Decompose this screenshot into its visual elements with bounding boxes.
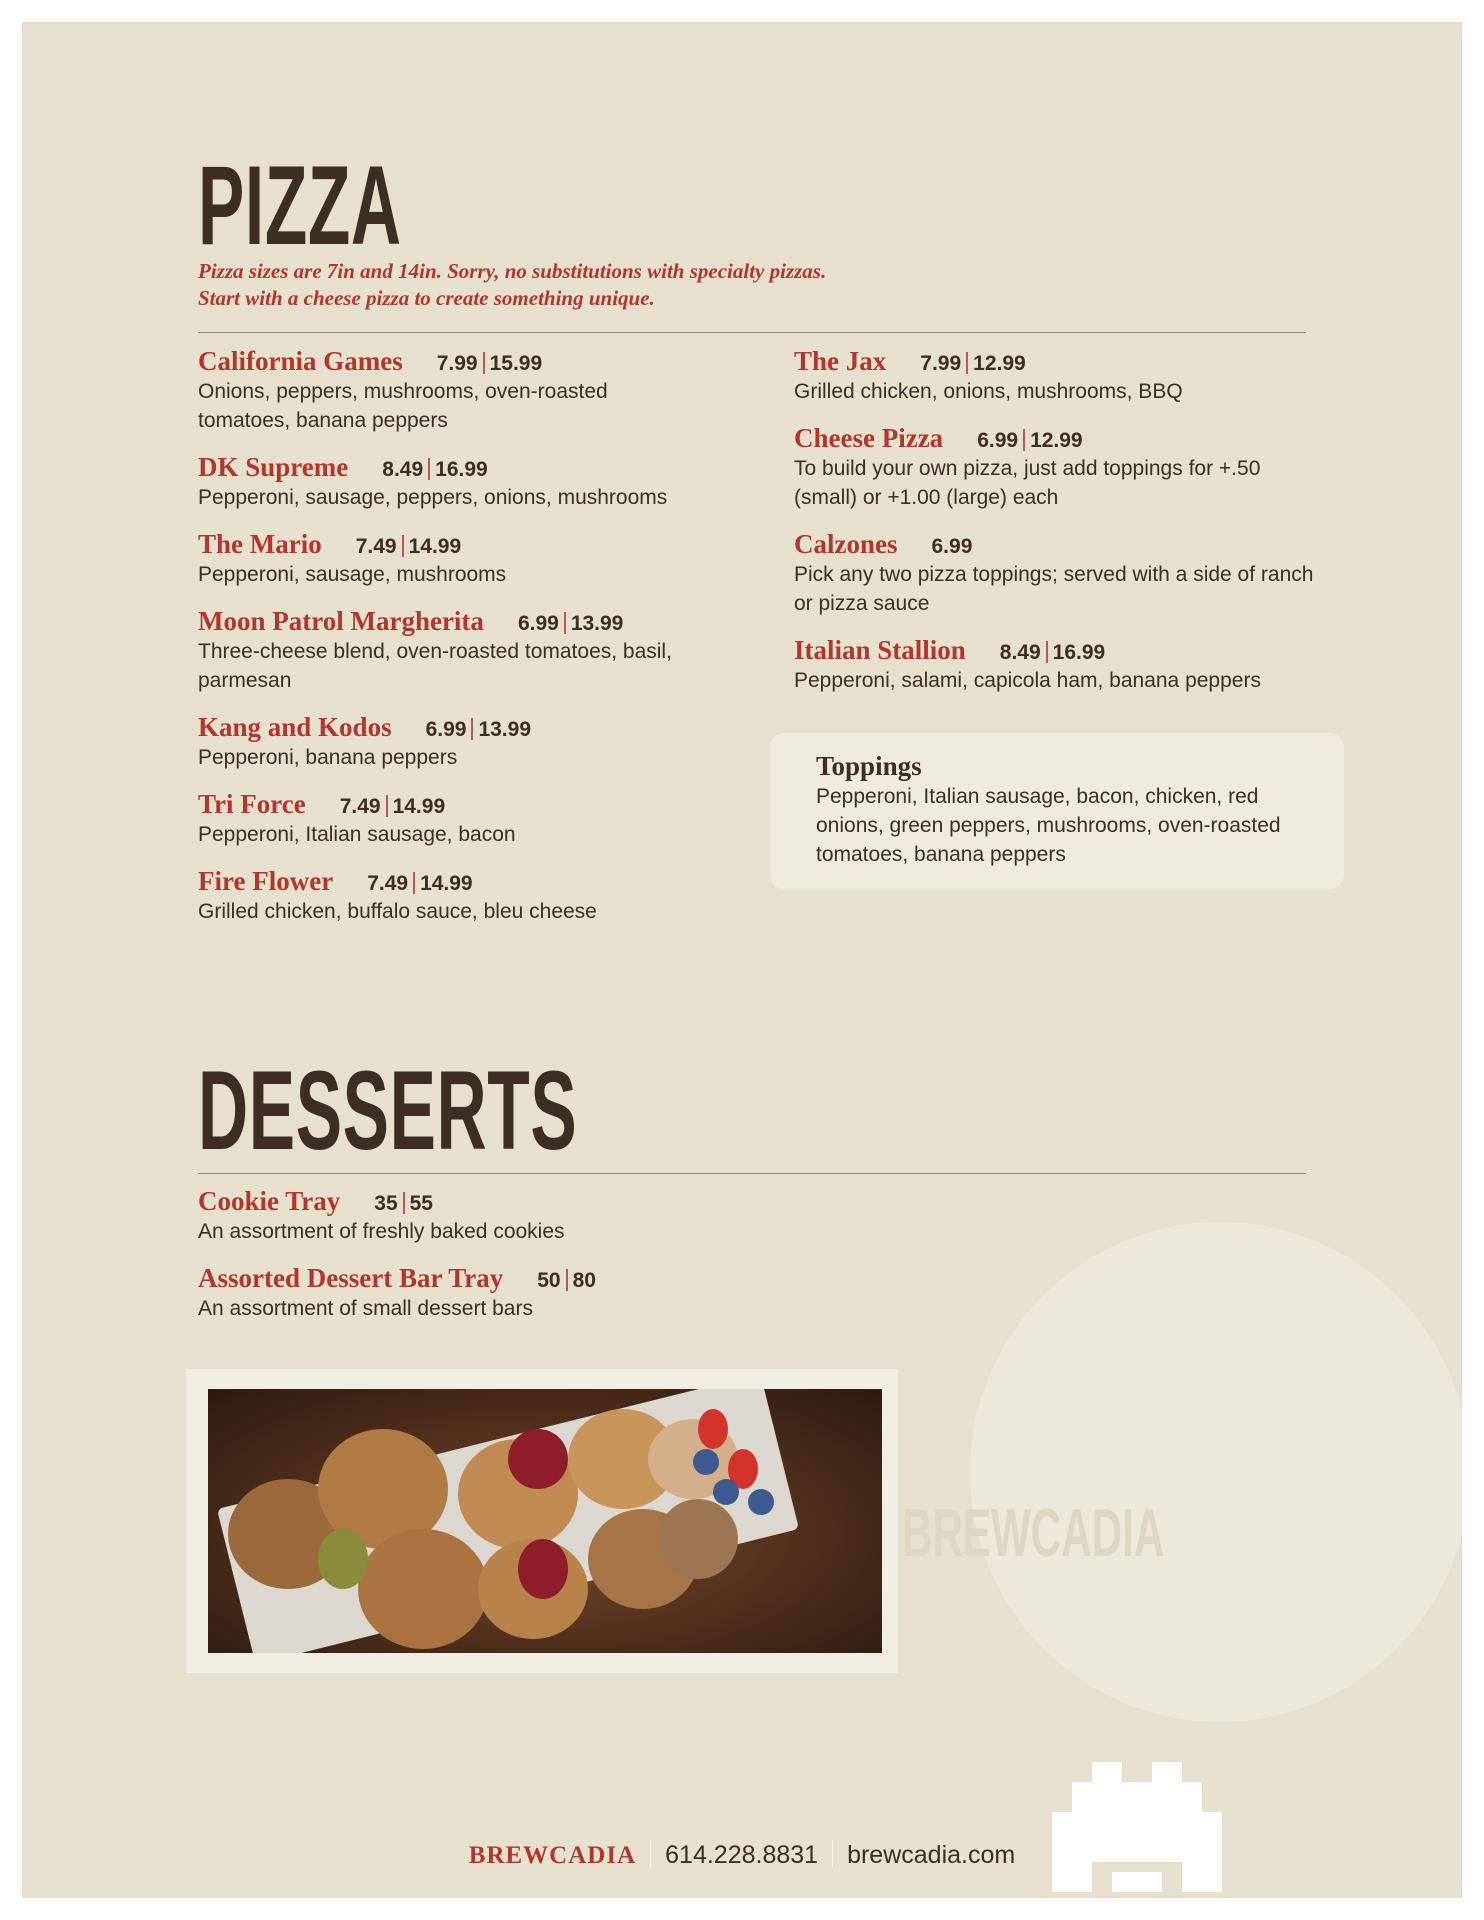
item-prices xyxy=(1000,641,1105,665)
item-prices xyxy=(537,1269,596,1293)
item-name: Tri Force xyxy=(198,789,306,819)
pizza-right-column xyxy=(794,346,1334,712)
item-description: Pepperoni, sausage, mushrooms xyxy=(198,563,507,586)
menu-item xyxy=(198,866,758,926)
item-description: Pick any two pizza toppings; served with a side of ranch or pizza sauce xyxy=(794,563,1314,615)
price-divider xyxy=(402,535,404,557)
pizza-divider xyxy=(198,332,1306,333)
menu-item xyxy=(198,452,758,512)
menu-item xyxy=(198,789,758,849)
item-description: Onions, peppers, mushrooms, oven-roasted tomatoes, banana peppers xyxy=(198,380,608,432)
item-prices xyxy=(920,352,1025,376)
price-large: 12.99 xyxy=(1030,429,1083,452)
price-small: 6.99 xyxy=(931,535,973,558)
price-small: 7.99 xyxy=(436,352,478,375)
item-name: Fire Flower xyxy=(198,866,334,896)
item-prices xyxy=(356,535,461,559)
menu-item xyxy=(198,606,758,695)
price-divider xyxy=(1046,641,1048,663)
menu-item xyxy=(198,1263,758,1323)
item-prices xyxy=(382,458,487,482)
blueberry xyxy=(748,1489,774,1515)
price-large: 14.99 xyxy=(408,535,462,558)
price-divider xyxy=(386,795,388,817)
price-divider xyxy=(403,1192,405,1214)
item-name: Assorted Dessert Bar Tray xyxy=(198,1263,504,1293)
price-divider xyxy=(566,1269,568,1291)
price-divider xyxy=(1023,429,1025,451)
item-name: Calzones xyxy=(794,529,898,559)
toppings-description: Pepperoni, Italian sausage, bacon, chicken, red onions, green peppers, mushrooms, oven-roasted tomatoes, banana peppers xyxy=(816,785,1281,866)
brewcadia-watermark-circle xyxy=(970,1222,1462,1722)
item-description: Pepperoni, Italian sausage, bacon xyxy=(198,823,516,846)
blueberry xyxy=(693,1449,719,1475)
price-divider xyxy=(413,872,415,894)
menu-item xyxy=(198,1186,758,1246)
item-description: Three-cheese blend, oven-roasted tomatoes, basil, parmesan xyxy=(198,640,672,692)
item-description: Pepperoni, salami, capicola ham, banana peppers xyxy=(794,669,1261,692)
toppings-panel xyxy=(770,733,1344,889)
price-large: 55 xyxy=(409,1192,433,1215)
pizza-note-line-1: Pizza sizes are 7in and 14in. Sorry, no substitutions with specialty pizzas. xyxy=(198,259,827,283)
price-small: 7.49 xyxy=(367,872,409,895)
price-small: 50 xyxy=(537,1269,561,1292)
price-small: 6.99 xyxy=(517,612,559,635)
item-description: An assortment of freshly baked cookies xyxy=(198,1220,565,1243)
menu-item xyxy=(198,346,758,435)
desserts-divider xyxy=(198,1173,1306,1174)
brewcadia-watermark-text: BREWCADIA xyxy=(902,1495,1165,1571)
price-small: 7.49 xyxy=(355,535,397,558)
item-name: The Jax xyxy=(794,346,887,376)
item-prices xyxy=(932,535,973,559)
cookie xyxy=(358,1529,488,1649)
item-prices xyxy=(374,1192,433,1216)
price-large: 15.99 xyxy=(489,352,543,375)
price-large: 13.99 xyxy=(478,718,532,741)
footer-phone: 614.228.8831 xyxy=(665,1841,819,1869)
price-divider xyxy=(966,352,968,374)
price-small: 35 xyxy=(374,1192,398,1215)
price-large: 16.99 xyxy=(1052,641,1106,664)
menu-page xyxy=(22,22,1462,1898)
desserts-column xyxy=(198,1186,758,1340)
price-divider xyxy=(483,352,485,374)
price-small: 6.99 xyxy=(977,429,1019,452)
item-name: DK Supreme xyxy=(198,452,349,482)
item-description: To build your own pizza, just add toppings for +.50 (small) or +1.00 (large) each xyxy=(794,457,1261,509)
menu-item xyxy=(198,712,758,772)
price-divider xyxy=(428,458,430,480)
price-divider xyxy=(564,612,566,634)
pizza-section-title: PIZZA xyxy=(198,143,402,268)
price-large: 14.99 xyxy=(420,872,473,895)
item-description: An assortment of small dessert bars xyxy=(198,1297,533,1320)
price-large: 14.99 xyxy=(392,795,446,818)
price-large: 16.99 xyxy=(435,458,488,481)
price-divider xyxy=(471,718,473,740)
footer-divider xyxy=(832,1840,833,1868)
price-small: 7.49 xyxy=(339,795,381,818)
footer-brand: BREWCADIA xyxy=(468,1842,637,1869)
item-prices xyxy=(518,612,623,636)
item-prices xyxy=(437,352,542,376)
desserts-section-title: DESSERTS xyxy=(198,1048,578,1173)
toppings-title: Toppings xyxy=(816,751,922,781)
cookie xyxy=(658,1499,738,1579)
cranberries xyxy=(508,1429,568,1489)
item-name: Moon Patrol Margherita xyxy=(198,606,484,636)
price-large: 13.99 xyxy=(570,612,624,635)
item-description: Grilled chicken, buffalo sauce, bleu cheese xyxy=(198,900,597,923)
item-description: Pepperoni, sausage, peppers, onions, mushrooms xyxy=(198,486,668,509)
item-name: Kang and Kodos xyxy=(198,712,392,742)
item-prices xyxy=(340,795,445,819)
price-small: 7.99 xyxy=(920,352,962,375)
item-name: Italian Stallion xyxy=(794,635,966,665)
item-name: California Games xyxy=(198,346,403,376)
pistachios xyxy=(318,1529,368,1589)
menu-item xyxy=(794,529,1334,618)
item-prices xyxy=(977,429,1082,453)
menu-item xyxy=(794,346,1334,406)
item-description: Grilled chicken, onions, mushrooms, BBQ xyxy=(794,380,1183,403)
cookie-tray-photo xyxy=(208,1389,882,1653)
strawberry xyxy=(698,1409,728,1449)
cookie-tray-photo-frame xyxy=(186,1369,898,1673)
price-large: 12.99 xyxy=(973,352,1026,375)
pizza-note-line-2: Start with a cheese pizza to create something unique. xyxy=(198,286,655,310)
blueberry xyxy=(713,1479,739,1505)
footer xyxy=(22,1840,1462,1870)
price-large: 80 xyxy=(572,1269,596,1292)
footer-divider xyxy=(650,1840,651,1868)
item-name: The Mario xyxy=(198,529,322,559)
item-description: Pepperoni, banana peppers xyxy=(198,746,458,769)
price-small: 8.49 xyxy=(382,458,424,481)
item-prices xyxy=(426,718,531,742)
menu-item xyxy=(794,423,1334,512)
price-small: 6.99 xyxy=(425,718,467,741)
item-name: Cheese Pizza xyxy=(794,423,944,453)
cranberries xyxy=(518,1539,568,1599)
item-prices xyxy=(367,872,472,896)
menu-item xyxy=(794,635,1334,695)
footer-website: brewcadia.com xyxy=(847,1841,1016,1869)
pizza-size-note xyxy=(198,258,1098,312)
menu-item xyxy=(198,529,758,589)
pizza-left-column xyxy=(198,346,758,943)
price-small: 8.49 xyxy=(999,641,1041,664)
item-name: Cookie Tray xyxy=(198,1186,341,1216)
